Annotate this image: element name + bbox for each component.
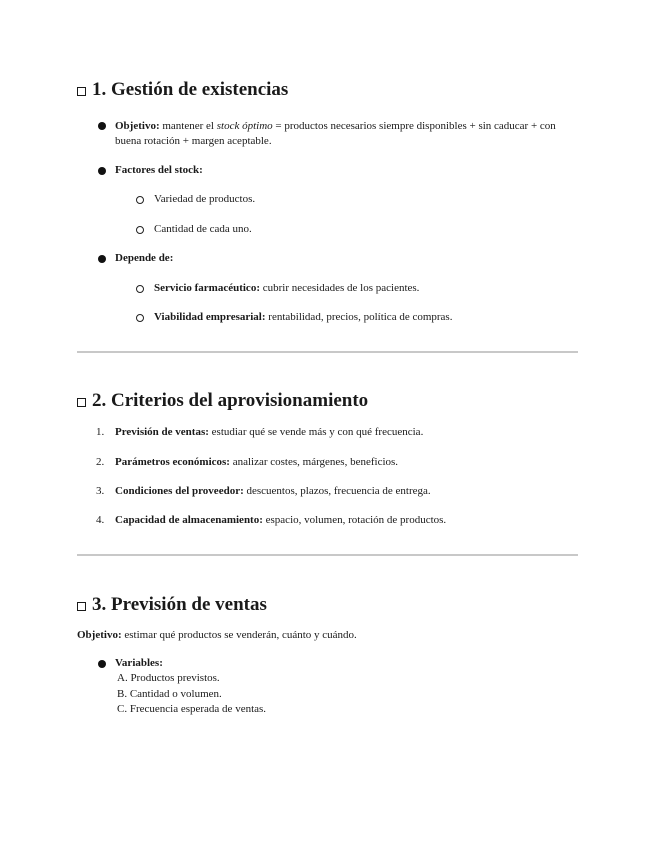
ring-bullet-icon: [136, 314, 144, 322]
list-number: 2.: [96, 456, 105, 468]
criterio-item-4: [115, 513, 446, 528]
depende-item-2: [154, 310, 452, 325]
variable-item-a: A. Productos previstos.: [117, 672, 220, 684]
variables-heading: [115, 656, 163, 671]
criterio-text: descuentos, plazos, frecuencia de entrega.: [243, 485, 431, 497]
factores-label: Factores del stock:: [115, 164, 203, 176]
checkbox-square-icon: [77, 602, 86, 611]
viabilidad-label: Viabilidad empresarial:: [154, 311, 266, 323]
ring-bullet-icon: [136, 285, 144, 293]
depende-label: Depende de:: [115, 252, 174, 264]
depende-heading: [115, 251, 173, 266]
criterio-item-3: [115, 484, 431, 499]
criterio-label: Capacidad de almacenamiento:: [115, 514, 263, 526]
bullet-icon: [98, 255, 106, 263]
depende-item-1: [154, 281, 419, 296]
criterio-text: estudiar qué se vende más y con qué frecuencia.: [208, 426, 424, 438]
list-number: 1.: [96, 426, 105, 438]
ring-bullet-icon: [136, 226, 144, 234]
criterio-text: espacio, volumen, rotación de productos.: [262, 514, 447, 526]
criterio-item-1: [115, 425, 423, 440]
factores-heading: [115, 163, 203, 178]
objective-text: estimar qué productos se venderán, cuánto y cuándo.: [121, 629, 357, 641]
criterio-label: Condiciones del proveedor:: [115, 485, 244, 497]
objective-label: Objetivo:: [77, 629, 122, 641]
servicio-label: Servicio farmacéutico:: [154, 282, 260, 294]
list-number: 3.: [96, 485, 105, 497]
bullet-icon: [98, 167, 106, 175]
checkbox-square-icon: [77, 87, 86, 96]
variable-item-b: B. Cantidad o volumen.: [117, 688, 222, 700]
criterio-label: Previsión de ventas:: [115, 426, 209, 438]
objective-label: Objetivo:: [115, 120, 160, 132]
criterio-label: Parámetros económicos:: [115, 456, 230, 468]
factor-item-2: Cantidad de cada uno.: [154, 223, 252, 235]
objective-text-c: buena rotación + margen aceptable.: [115, 135, 272, 147]
checkbox-square-icon: [77, 398, 86, 407]
criterio-text: analizar costes, márgenes, beneficios.: [229, 456, 399, 468]
objective-text-b: = productos necesarios siempre disponibles + sin caducar + con: [272, 120, 556, 132]
section-2-heading: [77, 390, 578, 412]
bullet-icon: [98, 122, 106, 130]
section-divider: [77, 554, 578, 556]
stock-optimo-text: stock óptimo: [216, 120, 273, 132]
section-1-heading: [77, 79, 578, 101]
prevision-objective: [77, 628, 357, 643]
section-3-title: 3. Previsión de ventas: [92, 594, 267, 615]
bullet-icon: [98, 660, 106, 668]
criterio-item-2: [115, 455, 398, 470]
objective-item: [115, 119, 575, 149]
section-2-title: 2. Criterios del aprovisionamiento: [92, 390, 369, 411]
objective-text-a: mantener el: [159, 120, 217, 132]
variables-label: Variables:: [115, 657, 163, 669]
list-number: 4.: [96, 514, 105, 526]
section-3-heading: [77, 594, 578, 616]
section-1-title: 1. Gestión de existencias: [92, 79, 289, 100]
servicio-text: cubrir necesidades de los pacientes.: [259, 282, 420, 294]
ring-bullet-icon: [136, 196, 144, 204]
section-divider: [77, 351, 578, 353]
viabilidad-text: rentabilidad, precios, política de compras.: [265, 311, 453, 323]
variable-item-c: C. Frecuencia esperada de ventas.: [117, 703, 267, 715]
factor-item-1: Variedad de productos.: [154, 193, 256, 205]
